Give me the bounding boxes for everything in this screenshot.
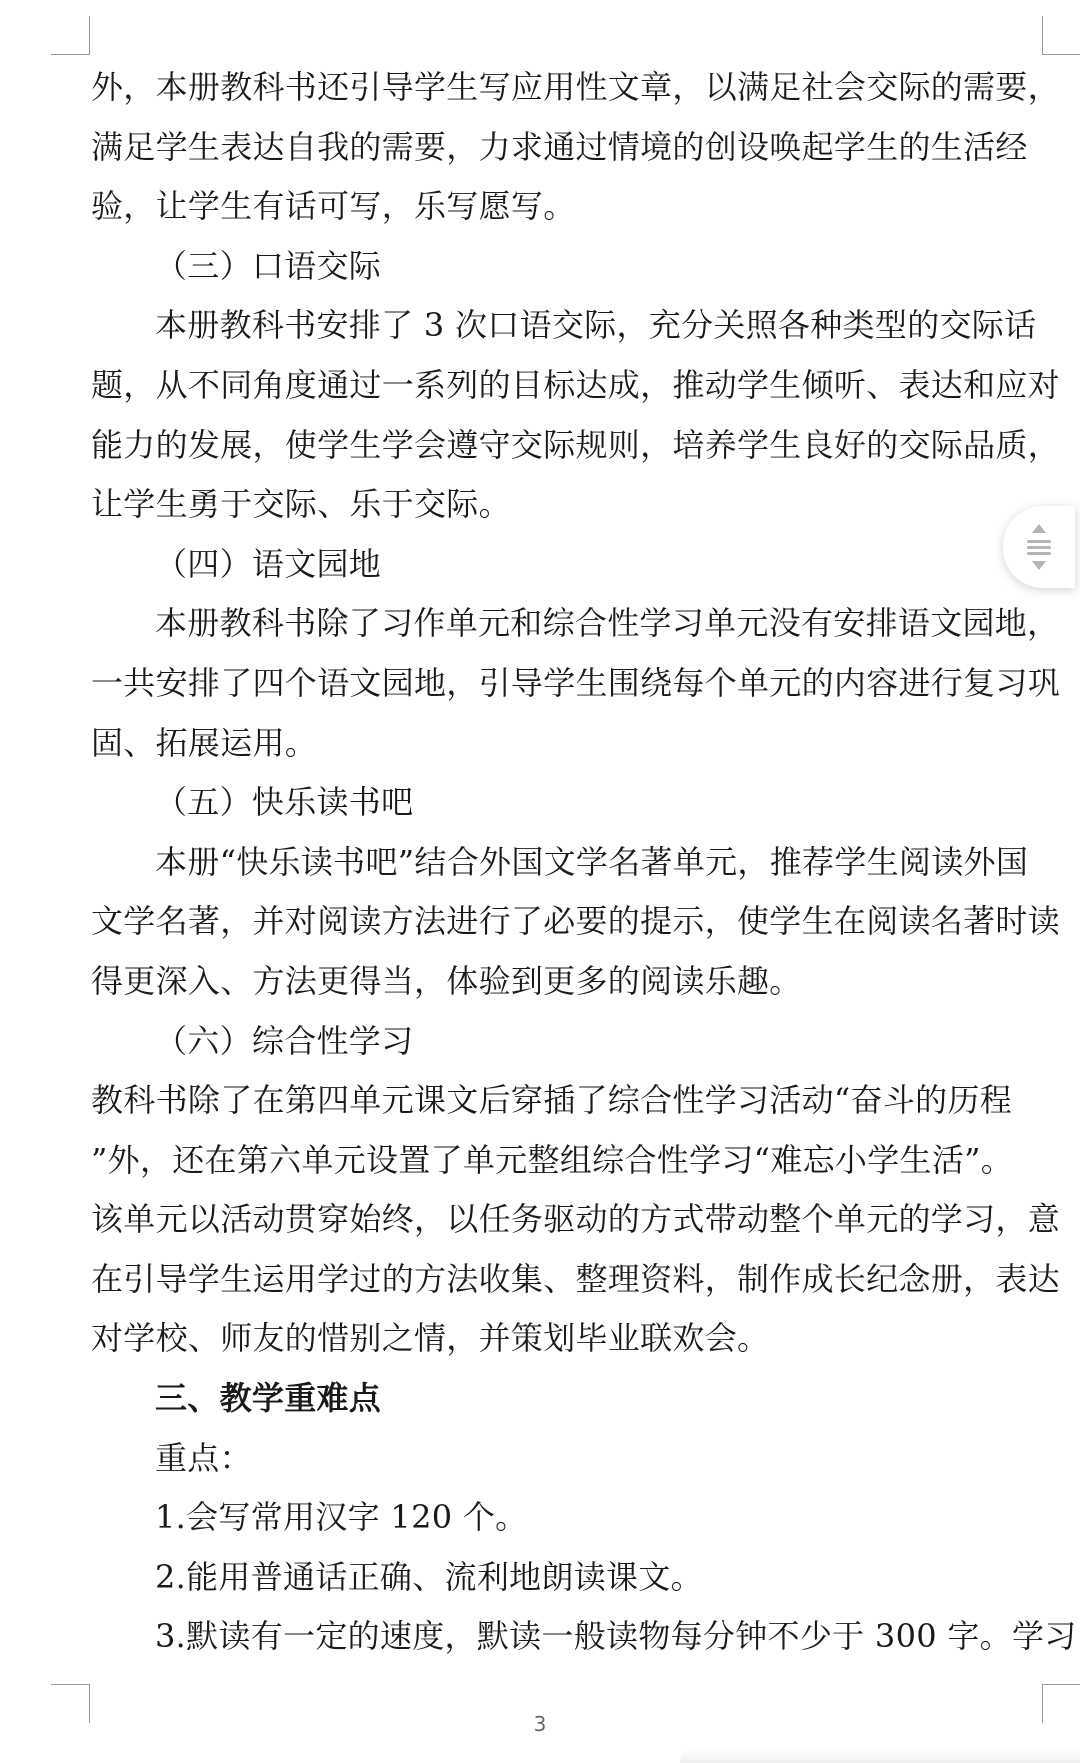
text-line: 外，本册教科书还引导学生写应用性文章，以满足社会交际的需要， [91,68,1061,106]
crop-mark-top-right [1042,16,1080,55]
text-line: 本册教科书除了习作单元和综合性学习单元没有安排语文园地， [155,604,1060,643]
section-heading: 三、教学重难点 [155,1379,382,1418]
text-line: 题，从不同角度通过一系列的目标达成，推动学生倾听、表达和应对 [91,365,1061,404]
subsection-line: （五）快乐读书吧 [155,783,414,822]
text-line: 文学名著，并对阅读方法进行了必要的提示，使学生在阅读名著时读 [91,902,1061,941]
subsection-line: 重点： [155,1438,252,1477]
text-line: 在引导学生运用学过的方法收集、整理资料，制作成长纪念册，表达 [91,1259,1061,1298]
text-line: 固、拓展运用。 [91,723,318,762]
subsection-line: 2.能用普通话正确、流利地朗读课文。 [155,1557,703,1596]
subsection-line: （三）口语交际 [155,246,382,285]
text-line: 满足学生表达自我的需要，力求通过情境的创设唤起学生的生活经 [91,127,1028,166]
document-body [91,58,1077,1667]
text-line: 对学校、师友的惜别之情，并策划毕业联欢会。 [91,1319,770,1358]
text-line: 让学生勇于交际、乐于交际。 [91,485,511,524]
text-line: 验，让学生有话可写，乐写愿写。 [91,187,576,226]
crop-mark-top-left [51,16,90,55]
subsection-line: 3.默读有一定的速度，默读一般读物每分钟不少于 300 字。学习 [155,1617,1077,1656]
bottom-overlay-shadow [680,1748,1080,1763]
subsection-line: （四）语文园地 [155,544,382,583]
text-line: 该单元以活动贯穿始终，以任务驱动的方式带动整个单元的学习，意 [91,1200,1061,1239]
subsection-line: 1.会写常用汉字 120 个。 [155,1498,528,1537]
scroll-handle[interactable] [1003,506,1075,588]
text-line: 得更深入、方法更得当，体验到更多的阅读乐趣。 [91,961,802,1000]
text-line: 能力的发展，使学生学会遵守交际规则，培养学生良好的交际品质， [91,425,1061,464]
text-line: 本册教科书安排了 3 次口语交际，充分关照各种类型的交际话 [155,306,1037,345]
drag-scroll-handle-icon [1024,521,1054,573]
page-number: 3 [533,1712,547,1736]
subsection-line: （六）综合性学习 [155,1021,414,1060]
text-line: ”外，还在第六单元设置了单元整组综合性学习“难忘小学生活”。 [91,1140,1014,1179]
text-line: 本册“快乐读书吧”结合外国文学名著单元，推荐学生阅读外国 [155,842,1029,881]
text-line: 教科书除了在第四单元课文后穿插了综合性学习活动“奋斗的历程 [91,1081,1013,1120]
text-line: 一共安排了四个语文园地，引导学生围绕每个单元的内容进行复习巩 [91,663,1061,702]
